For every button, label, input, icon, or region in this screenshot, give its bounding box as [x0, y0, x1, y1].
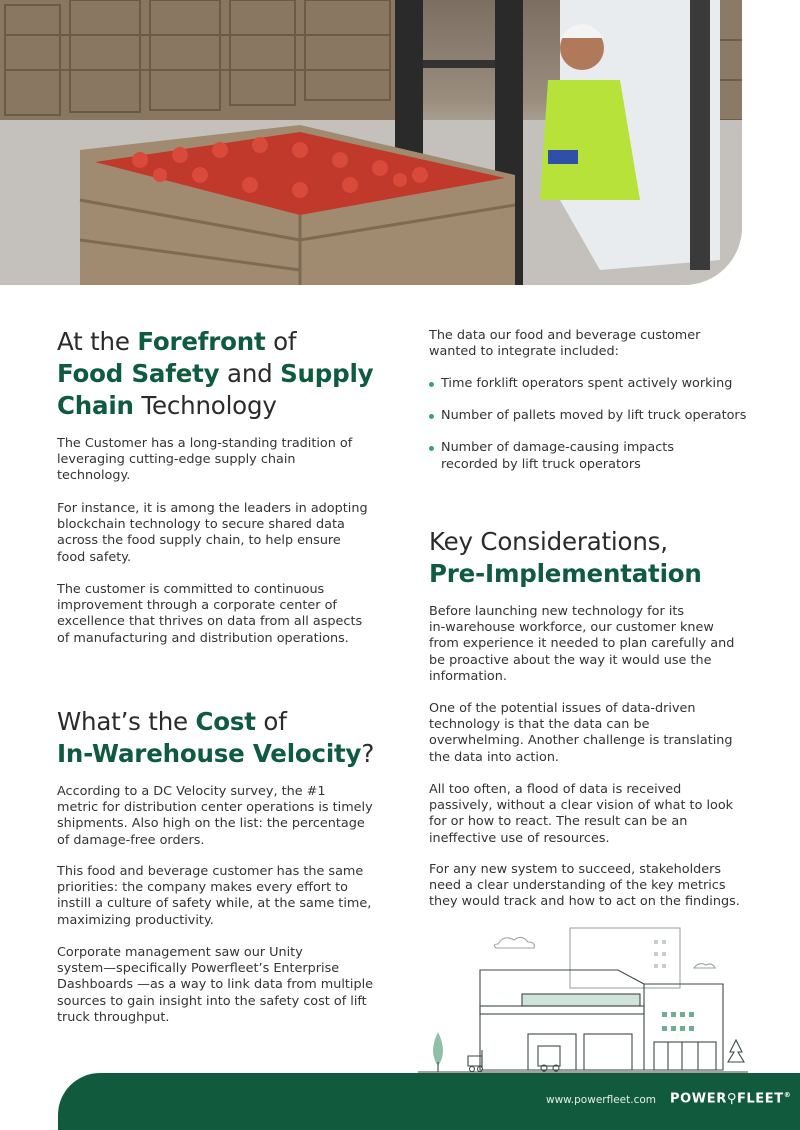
powerfleet-logo: POWER⚲FLEET® [670, 1091, 792, 1107]
paragraph: For instance, it is among the leaders in adopting blockchain technology to secure shared data across the food supply chain, to help ensure food safety. [57, 501, 368, 565]
heading-forefront: At the Forefront of Food Safety and Supply Chain Technology [57, 327, 374, 420]
paragraph: According to a DC Velocity survey, the #1 metric for distribution center operations is timely shipments. Also high on the list: the percentage of damage-free orders. [57, 784, 373, 848]
warehouse-icon [418, 922, 748, 1074]
bullet-icon [429, 382, 434, 387]
list-item: Number of damage-causing impacts recorded by lift truck operators [429, 440, 759, 472]
intro-paragraph: The data our food and beverage customer wanted to integrate included: [429, 328, 701, 360]
forklift-apples-photo [0, 0, 742, 285]
footer [58, 1073, 800, 1130]
heading-cost: What’s the Cost of In-Warehouse Velocity? [57, 707, 375, 768]
data-list [429, 376, 759, 473]
paragraph: The customer is committed to continuous improvement through a corporate center of excellence that thrives on data from all aspects of manufacturing and distribution operations. [57, 582, 363, 646]
paragraph: Before launching new technology for its in-warehouse workforce, our customer knew from experience it needed to plan carefully and be proactive about the way it would use the information. [429, 604, 735, 684]
logo-mark-icon: ⚲ [726, 1091, 737, 1107]
hero-image [0, 0, 742, 285]
paragraph: This food and beverage customer has the same priorities: the company makes every effort to instill a culture of safety while, at the same time, maximizing productivity. [57, 864, 372, 928]
paragraph: Corporate management saw our Unity system—specifically Powerfleet’s Enterprise Dashboards —as a way to link data from multiple sources to gain insight into the safety cost of lift truck throughput. [57, 945, 374, 1025]
paragraph: The Customer has a long-standing tradition of leveraging cutting-edge supply chain technology. [57, 436, 353, 484]
paragraph: For any new system to succeed, stakeholders need a clear understanding of the key metrics they would track and how to act on the findings. [429, 862, 740, 910]
website-link[interactable]: www.powerfleet.com [546, 1094, 657, 1106]
paragraph: One of the potential issues of data-driven technology is that the data can be overwhelming. Another challenge is translating the data into action. [429, 701, 733, 765]
warehouse-illustration [418, 922, 748, 1074]
paragraph: All too often, a flood of data is received passively, without a clear vision of what to look for or how to react. The result can be an ineffective use of resources. [429, 782, 734, 846]
list-item: Number of pallets moved by lift truck operators [429, 408, 759, 424]
bullet-icon [429, 446, 434, 451]
heading-key-considerations: Key Considerations, Pre-Implementation [429, 527, 702, 588]
bullet-icon [429, 414, 434, 419]
list-item: Time forklift operators spent actively working [429, 376, 759, 392]
